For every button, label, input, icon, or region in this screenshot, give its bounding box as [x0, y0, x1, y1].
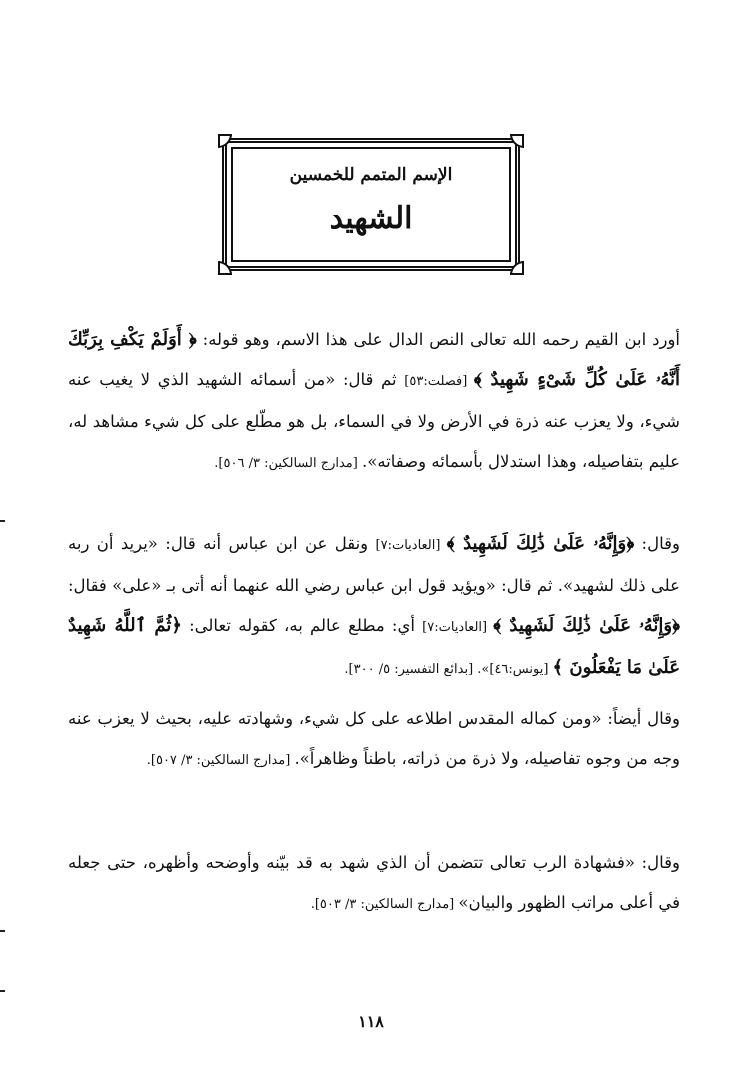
- chapter-subtitle: الإسم المتمم للخمسين: [289, 165, 453, 185]
- paragraph-text: وقال أيضاً: «ومن كماله المقدس اطلاعه على كل شيء، وشهادته عليه، بحيث لا يعزب عنه وجه من وجوه تفاصيله، ولا ذرة من ذراته، باطناً وظاهراً».: [68, 709, 680, 768]
- source-reference: [بدائع التفسير: ٥/ ٣٠٠].: [344, 662, 478, 677]
- title-frame: [222, 138, 520, 271]
- paragraph-2: [68, 524, 680, 699]
- body-text: [68, 320, 680, 925]
- source-reference: [مدارج السالكين: ٣/ ٥٠٦].: [214, 456, 362, 471]
- verse-reference: [فصلت:٥٣]: [404, 374, 474, 389]
- verse-reference: [العاديات:٧]: [375, 538, 447, 553]
- verse-reference: [يونس:٤٦]».: [477, 662, 553, 677]
- paragraph-4: [68, 843, 680, 925]
- quran-verse: ﴿وَإِنَّهُۥ عَلَىٰ ذَٰلِكَ لَشَهِيدٌ ﴾: [493, 615, 681, 636]
- paragraph-3: [68, 699, 680, 833]
- paragraph-text: وقال: «فشهادة الرب تعالى تتضمن أن الذي شهد به قد بيّنه وأوضحه وأظهره، حتى جعله في أعلى مراتب الظهور والبيان»: [68, 853, 680, 912]
- scan-edge-mark: [0, 990, 5, 992]
- paragraph-text: وقال:: [634, 534, 680, 553]
- frame-corner-ornament: [510, 261, 524, 275]
- paragraph-text: أورد ابن القيم رحمه الله تعالى النص الدال على هذا الاسم، وهو قوله:: [196, 330, 680, 349]
- verse-reference: [العاديات:٧]: [422, 620, 494, 635]
- scan-edge-mark: [0, 520, 5, 522]
- paragraph-text: ثم قال: «من أسمائه الشهيد الذي لا يغيب عنه شيء، ولا يعزب عنه ذرة في الأرض ولا في السماء، بل هو مطّلع على كل شيء مشاهد له، عليم بتفاصيله، وهذا استدلال بأسمائه وصفاته».: [68, 370, 680, 471]
- frame-corner-ornament: [218, 261, 232, 275]
- quran-verse: ﴿وَإِنَّهُۥ عَلَىٰ ذَٰلِكَ لَشَهِيدٌ ﴾: [446, 533, 635, 554]
- quran-verse: ﴿ثُمَّ ٱللَّهُ شَهِيدٌ عَلَىٰ مَا يَفْعَلُونَ ﴾: [68, 615, 680, 678]
- source-reference: [مدارج السالكين: ٣/ ٥٠٧].: [146, 753, 295, 768]
- paragraph-text: أي: مطلع عالم به، كقوله تعالى:: [181, 616, 423, 635]
- paragraph-text: ونقل عن ابن عباس أنه قال: «يريد أن ربه على ذلك لشهيد». ثم قال: «ويؤيد قول ابن عباس رضي الله عنهما أنه أتى بـ «على» فقال:: [68, 534, 680, 595]
- paragraph-1: [68, 320, 680, 520]
- frame-corner-ornament: [218, 134, 232, 148]
- frame-corner-ornament: [510, 134, 524, 148]
- quran-verse: ﴿ أَوَلَمْ يَكْفِ بِرَبِّكَ أَنَّهُۥ عَلَىٰ كُلِّ شَىْءٍ شَهِيدٌ ﴾: [68, 329, 681, 390]
- page-number: ١١٨: [358, 1012, 384, 1031]
- scan-edge-mark: [0, 930, 5, 932]
- source-reference: [مدارج السالكين: ٣/ ٥٠٣].: [310, 897, 459, 912]
- chapter-title: الشهيد: [329, 201, 413, 236]
